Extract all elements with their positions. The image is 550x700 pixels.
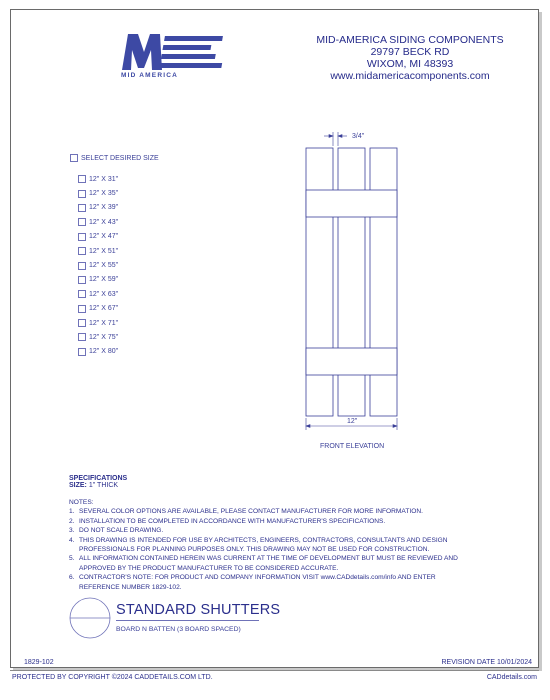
size-option-label: 12" X 67" [89, 305, 119, 313]
size-checkbox[interactable] [78, 333, 86, 341]
size-checkbox[interactable] [78, 204, 86, 212]
size-checkbox[interactable] [78, 233, 86, 241]
note-text: CONTRACTOR'S NOTE: FOR PRODUCT AND COMPANY INFORMATION VISIT www.CADdetails.com/info AND ENTER REFERENCE NUMBER 1829-102. [79, 574, 436, 591]
batten-bottom [306, 348, 397, 375]
note-item [69, 573, 469, 592]
note-number: 6. [69, 574, 75, 582]
size-option[interactable] [78, 258, 118, 272]
size-checkbox[interactable] [78, 175, 86, 183]
size-option[interactable] [78, 316, 118, 330]
copyright-bar [10, 670, 539, 683]
size-checkbox[interactable] [78, 305, 86, 313]
size-option-label: 12" X 51" [89, 247, 119, 255]
size-checkbox[interactable] [78, 319, 86, 327]
logo-caption: MID AMERICA [121, 72, 179, 79]
revision-date: REVISION DATE 10/01/2024 [441, 659, 532, 666]
note-text: DO NOT SCALE DRAWING. [79, 527, 164, 535]
size-option-label: 12" X 55" [89, 262, 119, 270]
size-option[interactable] [78, 345, 118, 359]
size-option-label: 12" X 35" [89, 190, 119, 198]
front-elevation-label: FRONT ELEVATION [320, 443, 385, 450]
shutter-board-right [370, 148, 397, 416]
shutter-board-center [338, 148, 365, 416]
note-text: THIS DRAWING IS INTENDED FOR USE BY ARCHITECTS, ENGINEERS, CONTRACTORS, CONSULTANTS AND DESIGN PROFESSIONALS FOR PLANNING PURPOSES ONLY. THIS DRAWING MAY NOT BE USED FOR CONSTRUCTION. [79, 536, 448, 554]
title-bubble-icon [69, 597, 111, 639]
batten-top [306, 190, 397, 217]
note-number: 3. [69, 527, 75, 535]
company-info [300, 34, 520, 82]
size-option-label: 12" X 71" [89, 319, 119, 327]
size-checkbox[interactable] [78, 276, 86, 284]
size-option[interactable] [78, 230, 118, 244]
size-option[interactable] [78, 186, 118, 200]
size-option[interactable] [78, 287, 118, 301]
notes [69, 498, 469, 592]
size-option-label: 12" X 63" [89, 290, 119, 298]
drawing-number: 1829-102 [24, 659, 54, 666]
size-option[interactable] [78, 172, 118, 186]
drawing-subtitle: BOARD N BATTEN (3 BOARD SPACED) [116, 626, 241, 633]
size-checkbox[interactable] [78, 290, 86, 298]
size-option[interactable] [78, 201, 118, 215]
spec-size [69, 482, 127, 489]
company-street: 29797 BECK RD [370, 46, 450, 58]
size-option-label: 12" X 80" [89, 348, 119, 356]
note-item [69, 554, 469, 573]
size-checkbox[interactable] [78, 262, 86, 270]
select-all-checkbox[interactable] [70, 154, 78, 162]
size-option-label: 12" X 43" [89, 218, 119, 226]
size-option[interactable] [78, 244, 118, 258]
note-item [69, 517, 469, 526]
size-option-label: 12" X 75" [89, 333, 119, 341]
company-name: MID-AMERICA SIDING COMPONENTS [316, 34, 504, 46]
shutter-front-elevation [290, 128, 420, 433]
copyright-text: PROTECTED BY COPYRIGHT ©2024 CADDETAILS.COM LTD. [12, 674, 213, 681]
size-checkbox[interactable] [78, 348, 86, 356]
company-website[interactable]: www.midamericacomponents.com [330, 70, 490, 82]
specifications-heading: SPECIFICATIONS [69, 475, 128, 482]
note-number: 4. [69, 536, 75, 544]
caddetails-link[interactable]: CADdetails.com [486, 674, 537, 681]
size-option[interactable] [78, 215, 118, 229]
select-size-label: SELECT DESIRED SIZE [81, 154, 159, 162]
note-text: SEVERAL COLOR OPTIONS ARE AVAILABLE, PLEASE CONTACT MANUFACTURER FOR MORE INFORMATION. [79, 508, 423, 516]
note-number: 5. [69, 555, 75, 563]
spec-size-label: SIZE: [69, 482, 87, 489]
note-item [69, 507, 469, 516]
drawing-title: STANDARD SHUTTERS [116, 602, 281, 618]
select-size-heading [70, 154, 159, 162]
company-city: WIXOM, MI 48393 [366, 58, 454, 70]
mid-america-logo [120, 30, 230, 74]
note-number: 1. [69, 508, 75, 516]
board-width-dimension: 3/4" [352, 133, 365, 140]
shutter-board-left [306, 148, 333, 416]
note-text: ALL INFORMATION CONTAINED HEREIN WAS CURRENT AT THE TIME OF DEVELOPMENT BUT MUST BE REVIEWED AND APPROVED BY THE PRODUCT MANUFACTURER TO BE CONSIDERED ACCURATE. [79, 555, 458, 572]
size-checkbox[interactable] [78, 190, 86, 198]
note-text: INSTALLATION TO BE COMPLETED IN ACCORDANCE WITH MANUFACTURER'S SPECIFICATIONS. [79, 517, 386, 525]
size-checkbox[interactable] [78, 247, 86, 255]
size-option-list [78, 172, 118, 359]
size-option[interactable] [78, 330, 118, 344]
size-option[interactable] [78, 302, 118, 316]
size-option-label: 12" X 47" [89, 233, 119, 241]
size-checkbox[interactable] [78, 218, 86, 226]
size-option-label: 12" X 59" [89, 276, 119, 284]
note-number: 2. [69, 517, 75, 525]
notes-heading: NOTES: [69, 499, 94, 506]
size-option-label: 12" X 31" [89, 175, 119, 183]
size-option-label: 12" X 39" [89, 204, 119, 212]
size-option[interactable] [78, 273, 118, 287]
overall-width-dimension: 12" [347, 418, 358, 425]
specifications [69, 475, 127, 489]
spec-size-value: 1" THICK [88, 482, 119, 489]
note-item [69, 536, 469, 555]
title-divider [116, 620, 259, 621]
note-item [69, 526, 469, 535]
